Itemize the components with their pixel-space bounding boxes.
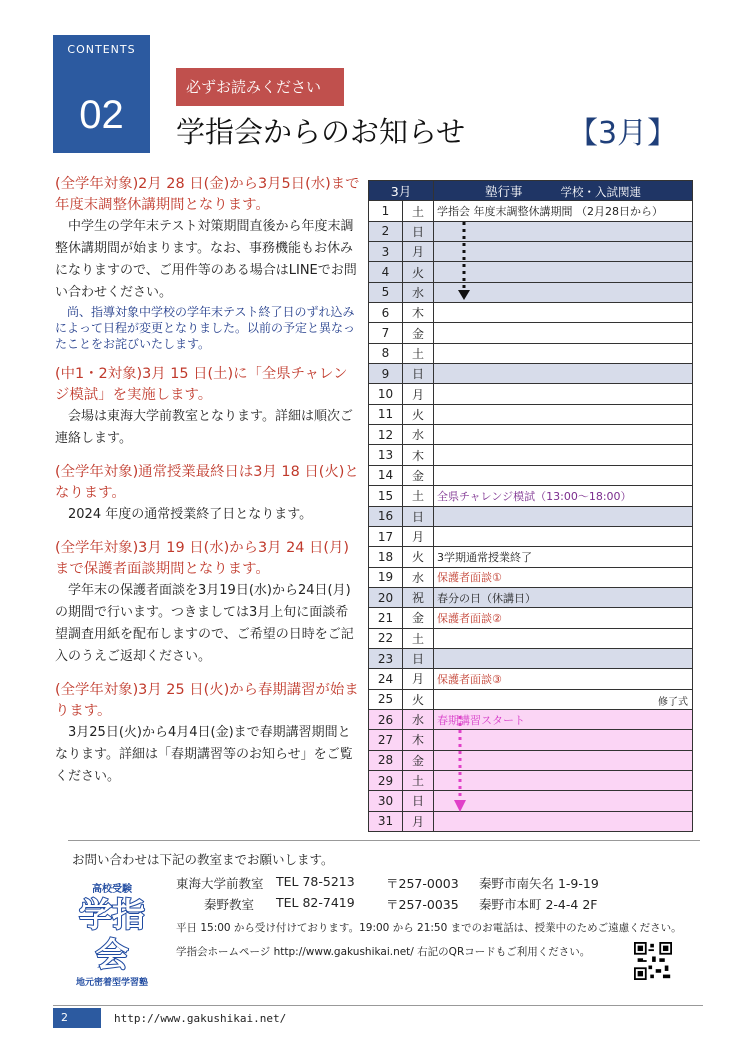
office-address: 秦野市本町 2-4-4 2F: [479, 897, 598, 912]
calendar-weekday: 土: [403, 628, 434, 648]
calendar-day: 28: [369, 750, 403, 770]
website-note: 学指会ホームページ http://www.gakushikai.net/ 右記のQRコードもご利用ください。: [176, 946, 591, 958]
must-read-banner: 必ずお読みください: [176, 68, 344, 106]
notice-note: 尚、指導対象中学校の学年末テスト終了日のずれ込みによって日程が変更となりました。以前の予定と異なったことをお詫びいたします。: [55, 305, 356, 351]
calendar-day: 29: [369, 770, 403, 790]
calendar-day: 20: [369, 587, 403, 607]
notice-body: 中学生の学年末テスト対策期間直後から年度末調整休講期間が始まります。なお、事務機能もお休みになりますので、ご用件等のある場合はLINEでお問い合わせください。: [55, 219, 357, 300]
calendar-weekday: 月: [403, 384, 434, 404]
site-url[interactable]: http://www.gakushikai.net/: [114, 1012, 287, 1025]
month-title: 【3月】: [568, 116, 678, 151]
notice-heading: (全学年対象)2月 28 日(金)から3月5日(水)まで年度末調整休講期間となります。: [55, 176, 360, 213]
contents-label: CONTENTS: [67, 43, 136, 56]
contact-intro: お問い合わせは下記の教室までお願いします。: [72, 852, 334, 867]
calendar-weekday: 日: [403, 791, 434, 811]
office-tel: TEL 82-7419: [276, 895, 355, 910]
calendar-day: 7: [369, 323, 403, 343]
office-tokai: [176, 874, 599, 892]
calendar-day: 30: [369, 791, 403, 811]
calendar-school-note: 修了式: [658, 696, 688, 708]
calendar-weekday: 日: [403, 648, 434, 668]
calendar-weekday: 火: [403, 262, 434, 282]
calendar-weekday: 木: [403, 445, 434, 465]
calendar-day: 18: [369, 547, 403, 567]
logo-wordmark: 学指会: [79, 895, 145, 974]
calendar-weekday: 月: [403, 526, 434, 546]
calendar-weekday: 日: [403, 221, 434, 241]
notice-heading: (中1・2対象)3月 15 日(土)に「全県チャレンジ模試」を実施します。: [55, 366, 348, 403]
logo-subtitle: 地元密着型学習塾: [75, 978, 148, 988]
office-tel: TEL 78-5213: [276, 874, 355, 889]
calendar-event: 保護者面談②: [437, 611, 502, 625]
spring-course-arrow-head: [454, 800, 466, 812]
calendar-weekday: 水: [403, 425, 434, 445]
calendar-weekday: 水: [403, 282, 434, 302]
calendar-day: 17: [369, 526, 403, 546]
calendar-event: 学指会 年度末調整休講期間 （2月28日から）: [437, 205, 663, 219]
notice-heading: (全学年対象)通常授業最終日は3月 18 日(火)となります。: [55, 464, 359, 501]
notice-body: 2024 年度の通常授業終了日となります。: [68, 507, 313, 522]
calendar-weekday: 土: [403, 770, 434, 790]
calendar-day: 25: [369, 689, 403, 709]
calendar-event: 保護者面談①: [437, 571, 502, 585]
calendar-day: 22: [369, 628, 403, 648]
calendar-day: 21: [369, 608, 403, 628]
calendar-day: 23: [369, 648, 403, 668]
office-hadano: [204, 895, 598, 913]
calendar-weekday: 土: [403, 201, 434, 221]
calendar-weekday: 水: [403, 709, 434, 729]
calendar-day: 12: [369, 425, 403, 445]
calendar-day: 15: [369, 486, 403, 506]
office-zip: 〒257-0035: [386, 897, 459, 912]
calendar-event: 全県チャレンジ模試（13:00～18:00）: [437, 489, 632, 503]
gakushikai-logo: [68, 880, 156, 988]
calendar-day: 2: [369, 221, 403, 241]
event-header-label: 塾行事: [485, 183, 523, 199]
calendar-weekday: 火: [403, 547, 434, 567]
calendar-weekday: 金: [403, 323, 434, 343]
calendar-day: 27: [369, 730, 403, 750]
break-period-arrow-head: [458, 290, 470, 300]
qr-code[interactable]: [634, 942, 672, 980]
calendar-weekday: 金: [403, 750, 434, 770]
page-section-number: 02: [79, 93, 124, 137]
calendar-event: 春期講習スタート: [437, 713, 525, 727]
calendar-weekday: 日: [403, 506, 434, 526]
calendar-weekday: 土: [403, 343, 434, 363]
office-name: 秦野教室: [204, 897, 255, 912]
calendar-day: 16: [369, 506, 403, 526]
calendar-day: 8: [369, 343, 403, 363]
calendar-day: 3: [369, 242, 403, 262]
notice-body: 会場は東海大学前教室となります。詳細は順次ご連絡します。: [55, 409, 353, 446]
calendar-weekday: 月: [403, 811, 434, 831]
page-number: 2: [53, 1008, 101, 1028]
calendar-day: 24: [369, 669, 403, 689]
calendar-day: 10: [369, 384, 403, 404]
office-address: 秦野市南矢名 1-9-19: [479, 876, 599, 891]
calendar-weekday: 土: [403, 486, 434, 506]
calendar-event: 春分の日（休講日）: [437, 591, 536, 605]
calendar-day: 9: [369, 364, 403, 384]
calendar-event: 保護者面談③: [437, 672, 502, 686]
notice-body: 学年末の保護者面談を3月19日(水)から24日(月)の期間で行います。つきましては3月上旬に面談希望調査用紙を配布しますので、ご希望の日時をご記入のうえご返却ください。: [55, 583, 354, 664]
calendar-day: 26: [369, 709, 403, 729]
calendar-weekday: 火: [403, 689, 434, 709]
calendar-event: 3学期通常授業終了: [437, 550, 532, 564]
notice-body: 3月25日(火)から4月4日(金)まで春期講習期間となります。詳細は「春期講習等のお知らせ」をご覧ください。: [55, 725, 353, 784]
calendar-weekday: 月: [403, 242, 434, 262]
calendar-weekday: 月: [403, 669, 434, 689]
calendar-day: 14: [369, 465, 403, 485]
calendar-day: 5: [369, 282, 403, 302]
calendar-day: 13: [369, 445, 403, 465]
calendar-day: 4: [369, 262, 403, 282]
office-name: 東海大学前教室: [176, 876, 264, 891]
calendar-month-header: 3月: [369, 181, 434, 201]
calendar-day: 11: [369, 404, 403, 424]
school-header-label: 学校・入試関連: [560, 184, 641, 199]
phone-hours: 平日 15:00 から受け付けております。19:00 から 21:50 までのお電話は、授業中のためご遠慮ください。: [176, 922, 682, 934]
calendar-weekday: 祝: [403, 587, 434, 607]
page-title: 学指会からのお知らせ: [176, 115, 466, 149]
calendar-weekday: 木: [403, 730, 434, 750]
notice-heading: (全学年対象)3月 19 日(水)から3月 24 日(月)まで保護者面談期間となります。: [55, 540, 349, 577]
calendar-weekday: 火: [403, 404, 434, 424]
logo-tagline: 高校受験: [92, 884, 132, 895]
calendar-weekday: 木: [403, 303, 434, 323]
calendar-weekday: 水: [403, 567, 434, 587]
calendar-day: 6: [369, 303, 403, 323]
calendar-weekday: 金: [403, 465, 434, 485]
calendar-weekday: 日: [403, 364, 434, 384]
footer-rule: [53, 1005, 703, 1006]
footer-divider: [68, 840, 700, 841]
calendar-weekday: 金: [403, 608, 434, 628]
calendar-day: 19: [369, 567, 403, 587]
calendar-day: 31: [369, 811, 403, 831]
office-zip: 〒257-0003: [386, 876, 459, 891]
calendar-day: 1: [369, 201, 403, 221]
notice-heading: (全学年対象)3月 25 日(火)から春期講習が始まります。: [55, 682, 359, 719]
